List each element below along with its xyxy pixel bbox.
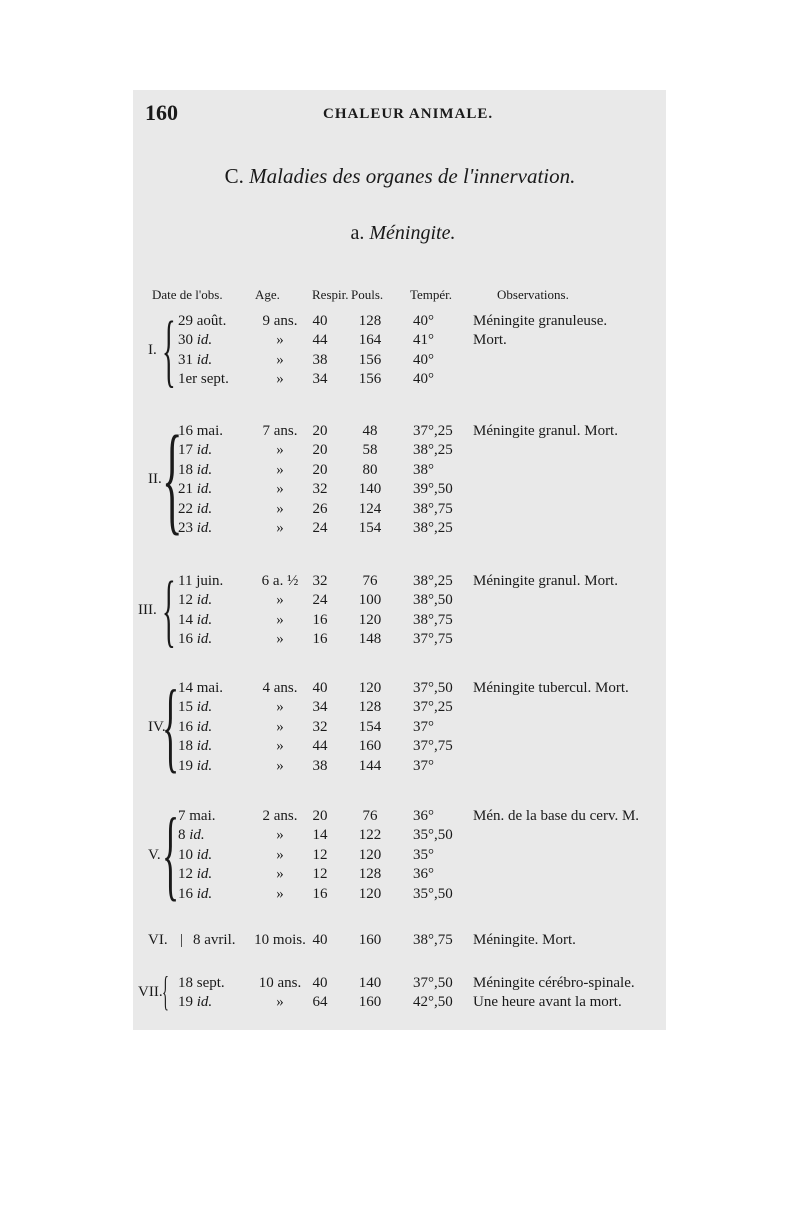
cell-temp: 38° [413,461,434,478]
cell-pouls: 100 [358,592,382,609]
cell-pouls: 120 [358,611,382,628]
cell-temp: 38°,50 [413,592,453,609]
cell-observation: Méningite tubercul. Mort. [473,680,629,696]
cell-pouls: 156 [358,371,382,388]
cell-age: » [276,332,284,349]
cell-pouls: 120 [358,680,382,696]
cell-observation: Méningite granul. Mort. [473,573,618,589]
cell-respir: 12 [312,846,328,863]
cell-temp: 35°,50 [413,827,453,844]
section-title [0,164,800,189]
cell-pouls: 148 [358,631,382,648]
cell-date: 17 id. [178,442,213,459]
cell-respir: 64 [312,994,328,1011]
cell-pouls: 76 [362,808,378,824]
subsection-letter: a. [350,222,365,244]
cell-age: » [276,827,284,844]
cell-temp: 37°,50 [413,975,453,991]
cell-pouls: 140 [358,975,382,991]
group-numeral: IV. [148,718,166,735]
cell-respir: 14 [312,827,328,844]
group-brace: { [162,969,169,1014]
cell-date: 22 id. [178,500,213,517]
column-header-pouls: Pouls. [351,287,384,302]
cell-pouls: 144 [358,757,382,774]
cell-temp: 40° [413,371,434,388]
cell-date: 1er sept. [178,371,229,388]
section-title-text: Maladies des organes de l'innervation. [249,164,576,188]
cell-respir: 24 [312,592,328,609]
cell-pouls: 160 [358,932,382,948]
cell-date: 8 id. [178,827,205,844]
cell-temp: 38°,75 [413,611,453,628]
cell-respir: 34 [312,371,328,388]
cell-age: » [276,351,284,368]
cell-temp: 37°,25 [413,423,453,439]
running-head [145,100,665,130]
cell-temp: 35° [413,846,434,863]
cell-date: 7 mai. [178,808,216,824]
subsection-title [0,222,800,245]
cell-pouls: 76 [362,573,378,589]
cell-date: 29 août. [178,313,227,329]
cell-pouls: 160 [358,994,382,1011]
cell-age: » [276,631,284,648]
cell-temp: 38°,25 [413,573,453,589]
cell-observation: Méningite. Mort. [473,932,576,948]
cell-temp: 40° [413,351,434,368]
group-numeral: VII. [138,984,163,1001]
group-divider: | [180,932,184,948]
cell-date: 16 id. [178,631,213,648]
column-header-temp: Tempér. [410,287,453,302]
cell-date: 18 id. [178,461,213,478]
cell-age: » [276,520,284,536]
cell-age: 2 ans. [262,808,298,824]
cell-respir: 26 [312,500,328,517]
cell-respir: 24 [312,520,328,536]
cell-temp: 38°,75 [413,500,453,517]
cell-age: 9 ans. [262,313,298,329]
cell-temp: 36° [413,866,434,883]
cell-age: 10 mois. [254,932,306,948]
column-header-age: Age. [255,287,280,302]
cell-observation: Méningite granuleuse. [473,313,608,329]
cell-temp: 37°,75 [413,631,453,648]
cell-observation: Méningite cérébro-spinale. [473,975,635,991]
cell-respir: 20 [312,423,328,439]
cell-date: 18 id. [178,738,213,755]
cell-pouls: 156 [358,351,382,368]
cell-respir: 12 [312,866,328,883]
cell-respir: 44 [312,332,328,349]
cell-pouls: 154 [358,718,382,735]
cell-respir: 34 [312,699,328,716]
cell-observation: Une heure avant la mort. [473,994,622,1011]
cell-age: 4 ans. [262,680,298,696]
cell-date: 23 id. [178,520,213,536]
cell-date: 11 juin. [178,573,224,589]
cell-respir: 44 [312,738,328,755]
cell-observation: Méningite granul. Mort. [473,423,618,439]
cell-age: » [276,592,284,609]
group-brace: { [162,411,183,546]
group-brace: { [162,564,176,655]
cell-temp: 37°,50 [413,680,453,696]
cell-temp: 37°,25 [413,699,453,716]
cell-age: » [276,718,284,735]
cell-age: » [276,757,284,774]
cell-temp: 37° [413,718,434,735]
cell-date: 30 id. [178,332,213,349]
cell-date: 16 mai. [178,423,223,439]
cell-date: 10 id. [178,846,213,863]
cell-age: » [276,611,284,628]
cell-pouls: 80 [362,461,378,478]
cell-date: 14 id. [178,611,213,628]
cell-respir: 20 [312,808,328,824]
cell-age: » [276,994,284,1011]
cell-pouls: 128 [358,866,382,883]
cell-age: 10 ans. [258,975,302,991]
column-header-date: Date de l'obs. [152,287,223,302]
cell-age: » [276,699,284,716]
cell-age: » [276,866,284,883]
cell-date: 15 id. [178,699,213,716]
cell-age: » [276,846,284,863]
cell-temp: 42°,50 [413,994,453,1011]
cell-temp: 38°,25 [413,442,453,459]
cell-temp: 38°,25 [413,520,453,536]
cell-date: 16 id. [178,885,213,902]
cell-age: » [276,481,284,498]
cell-age: » [276,885,284,902]
cell-age: » [276,738,284,755]
column-header-obs: Observations. [497,287,569,302]
page-number: 160 [145,100,178,125]
cell-temp: 41° [413,332,434,349]
cell-respir: 20 [312,442,328,459]
cell-pouls: 120 [358,885,382,902]
cell-pouls: 164 [358,332,382,349]
cell-pouls: 122 [358,827,382,844]
cell-pouls: 140 [358,481,382,498]
cell-temp: 35°,50 [413,885,453,902]
section-letter: C. [224,164,244,188]
group-brace: { [162,798,180,911]
cell-pouls: 128 [358,313,382,329]
cell-temp: 40° [413,313,434,329]
cell-date: 18 sept. [178,975,225,991]
group-numeral: III. [138,601,157,618]
cell-pouls: 154 [358,520,382,536]
cell-date: 14 mai. [178,680,223,696]
cell-respir: 40 [312,313,328,329]
cell-respir: 16 [312,885,328,902]
cell-date: 12 id. [178,866,213,883]
group-brace: { [162,304,176,395]
cell-respir: 40 [312,975,328,991]
cell-respir: 32 [312,481,328,498]
cell-age: » [276,461,284,478]
cell-temp: 36° [413,808,434,824]
group-numeral: VI. [148,931,168,948]
cell-pouls: 128 [358,699,382,716]
cell-pouls: 124 [358,500,382,517]
cell-respir: 38 [312,757,328,774]
cell-date: 12 id. [178,592,213,609]
cell-respir: 20 [312,461,328,478]
cell-pouls: 120 [358,846,382,863]
cell-temp: 37°,75 [413,738,453,755]
cell-respir: 16 [312,631,328,648]
cell-pouls: 58 [362,442,378,459]
cell-respir: 32 [312,718,328,735]
cell-age: » [276,500,284,517]
cell-observation: Mort. [473,332,507,349]
cell-respir: 38 [312,351,328,368]
cell-temp: 39°,50 [413,481,453,498]
cell-date: 8 avril. [193,932,236,948]
group-numeral: I. [148,341,157,358]
subsection-title-text: Méningite. [369,222,456,244]
column-header-respir: Respir. [312,287,349,302]
cell-temp: 37° [413,757,434,774]
cell-respir: 40 [312,932,328,948]
cell-respir: 16 [312,611,328,628]
group-numeral: II. [148,471,162,488]
cell-date: 19 id. [178,757,213,774]
group-brace: { [162,670,180,783]
cell-observation: Mén. de la base du cerv. M. [473,808,640,824]
cell-pouls: 48 [362,423,378,439]
group-numeral: V. [148,846,161,863]
running-title: CHALEUR ANIMALE. [323,106,494,122]
cell-date: 16 id. [178,718,213,735]
cell-age: » [276,371,284,388]
cell-date: 19 id. [178,994,213,1011]
cell-date: 31 id. [178,351,213,368]
cell-age: 7 ans. [262,423,298,439]
cell-age: » [276,442,284,459]
cell-age: 6 a. ½ [261,573,299,589]
cell-pouls: 160 [358,738,382,755]
cell-respir: 32 [312,573,328,589]
cell-date: 21 id. [178,481,213,498]
cell-temp: 38°,75 [413,932,453,948]
cell-respir: 40 [312,680,328,696]
